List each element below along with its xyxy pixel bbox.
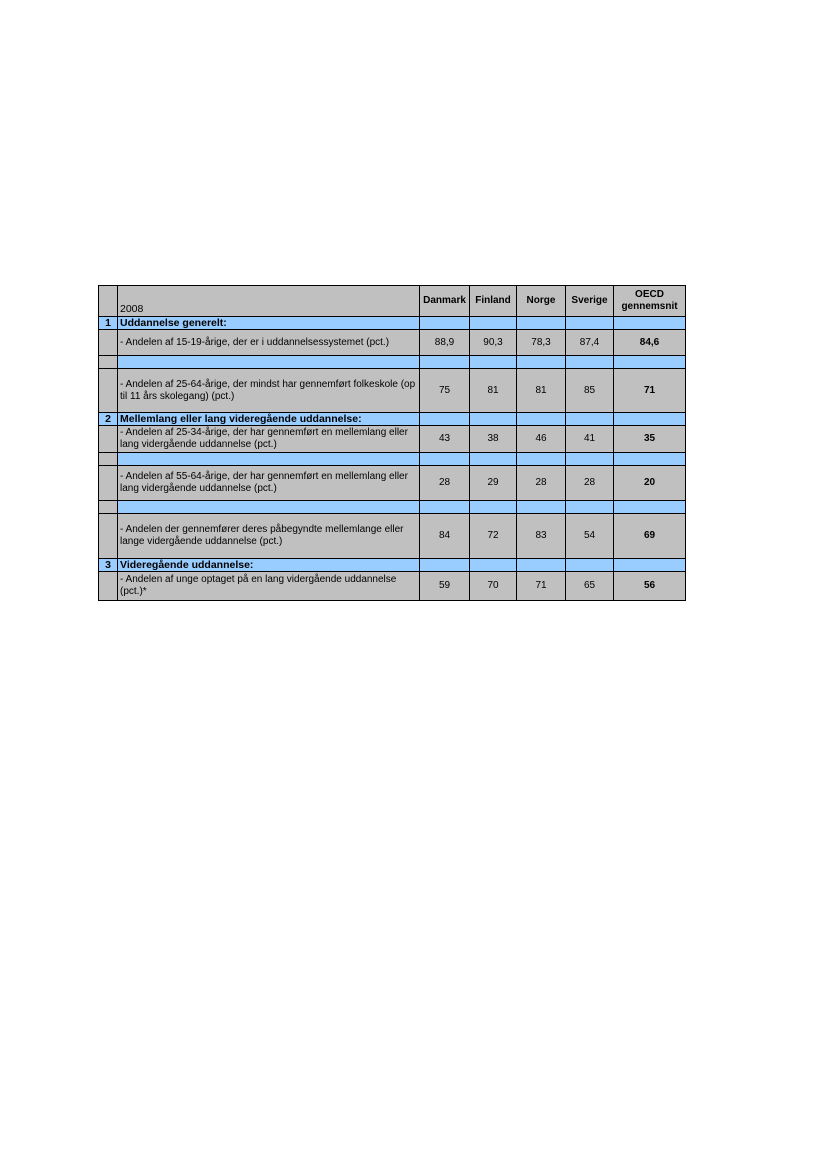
value-norge: 28 bbox=[517, 466, 566, 501]
value-danmark: 84 bbox=[420, 514, 470, 559]
value-oecd: 71 bbox=[614, 369, 686, 413]
row-label: - Andelen af 25-64-årige, der mindst har gennemført folkeskole (op til 11 års skolegang) (pct.) bbox=[118, 369, 420, 413]
year-label: 2008 bbox=[118, 286, 420, 317]
value-norge: 71 bbox=[517, 572, 566, 601]
header-row bbox=[99, 286, 686, 317]
value-finland: 29 bbox=[470, 466, 517, 501]
row-label: - Andelen af 25-34-årige, der har gennemført en mellemlang eller lang vidergående uddannelse (pct.) bbox=[118, 426, 420, 453]
value-oecd: 84,6 bbox=[614, 330, 686, 356]
column-header-sverige: Sverige bbox=[566, 286, 614, 317]
table-row bbox=[99, 514, 686, 559]
value-sverige: 65 bbox=[566, 572, 614, 601]
value-finland: 38 bbox=[470, 426, 517, 453]
section-number: 1 bbox=[99, 317, 118, 330]
table-row bbox=[99, 466, 686, 501]
value-oecd: 35 bbox=[614, 426, 686, 453]
value-danmark: 28 bbox=[420, 466, 470, 501]
table-row bbox=[99, 572, 686, 601]
spacer-row bbox=[99, 356, 686, 369]
row-label: - Andelen af 15-19-årige, der er i uddannelsessystemet (pct.) bbox=[118, 330, 420, 356]
value-sverige: 87,4 bbox=[566, 330, 614, 356]
value-sverige: 54 bbox=[566, 514, 614, 559]
column-header-oecd: OECD gennemsnit bbox=[614, 286, 686, 317]
value-oecd: 20 bbox=[614, 466, 686, 501]
value-norge: 83 bbox=[517, 514, 566, 559]
education-statistics-table bbox=[98, 285, 686, 601]
row-label: - Andelen der gennemfører deres påbegyndte mellemlange eller lange vidergående uddannelse (pct.) bbox=[118, 514, 420, 559]
section-number: 3 bbox=[99, 559, 118, 572]
value-finland: 72 bbox=[470, 514, 517, 559]
value-finland: 90,3 bbox=[470, 330, 517, 356]
section-header-row bbox=[99, 317, 686, 330]
column-header-finland: Finland bbox=[470, 286, 517, 317]
value-oecd: 69 bbox=[614, 514, 686, 559]
value-danmark: 88,9 bbox=[420, 330, 470, 356]
table-row bbox=[99, 426, 686, 453]
value-finland: 81 bbox=[470, 369, 517, 413]
section-title: Mellemlang eller lang videregående uddannelse: bbox=[118, 413, 420, 426]
value-finland: 70 bbox=[470, 572, 517, 601]
section-header-row bbox=[99, 559, 686, 572]
table-row bbox=[99, 330, 686, 356]
header-number-cell bbox=[99, 286, 118, 317]
value-sverige: 41 bbox=[566, 426, 614, 453]
value-danmark: 43 bbox=[420, 426, 470, 453]
section-header-row bbox=[99, 413, 686, 426]
value-norge: 81 bbox=[517, 369, 566, 413]
section-title: Uddannelse generelt: bbox=[118, 317, 420, 330]
column-header-norge: Norge bbox=[517, 286, 566, 317]
value-norge: 78,3 bbox=[517, 330, 566, 356]
table-row bbox=[99, 369, 686, 413]
row-label: - Andelen af unge optaget på en lang vidergående uddannelse (pct.)* bbox=[118, 572, 420, 601]
value-sverige: 28 bbox=[566, 466, 614, 501]
value-danmark: 59 bbox=[420, 572, 470, 601]
row-label: - Andelen af 55-64-årige, der har gennemført en mellemlang eller lang vidergående uddannelse (pct.) bbox=[118, 466, 420, 501]
value-sverige: 85 bbox=[566, 369, 614, 413]
section-title: Videregående uddannelse: bbox=[118, 559, 420, 572]
spacer-row bbox=[99, 501, 686, 514]
spacer-row bbox=[99, 453, 686, 466]
value-oecd: 56 bbox=[614, 572, 686, 601]
value-danmark: 75 bbox=[420, 369, 470, 413]
column-header-danmark: Danmark bbox=[420, 286, 470, 317]
section-number: 2 bbox=[99, 413, 118, 426]
value-norge: 46 bbox=[517, 426, 566, 453]
